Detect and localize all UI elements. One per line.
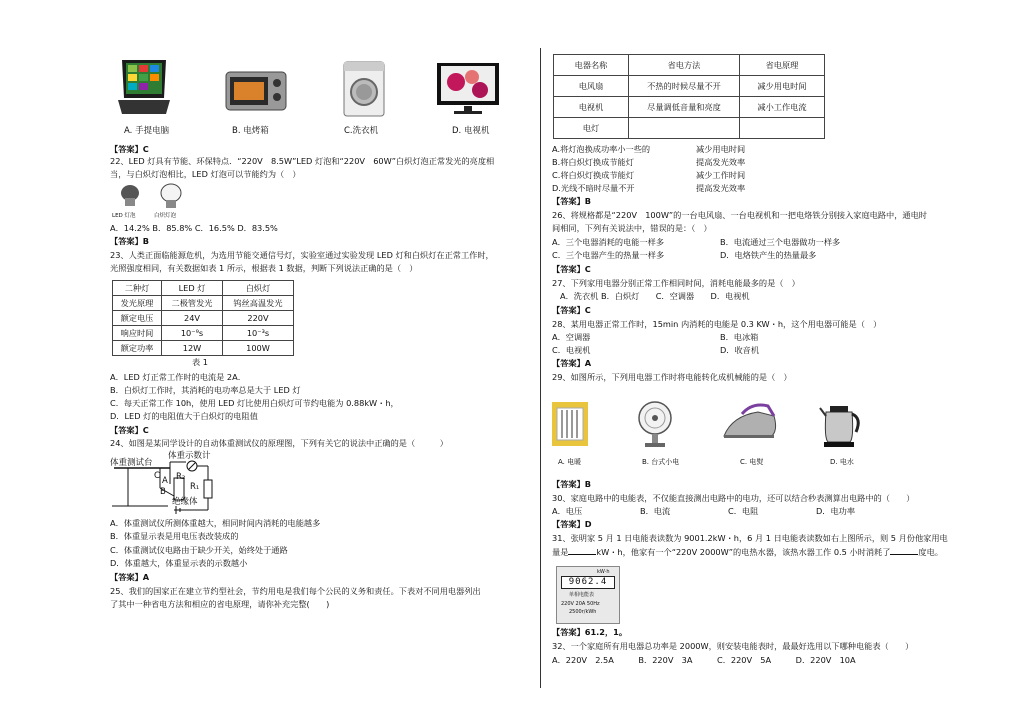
q25-option-b: B.将白炽灯换成节能灯: [552, 157, 634, 167]
table-cell: [740, 118, 825, 139]
caption-oven: B. 电烤箱: [232, 126, 269, 136]
table-1-header-cell: 二种灯: [113, 281, 162, 296]
column-divider: [540, 48, 541, 688]
answer-31: 【答案】61.2，1。: [552, 627, 628, 637]
question-23-option-a: A．LED 灯正常工作时的电流是 2A．: [110, 372, 246, 382]
washer-image: [342, 60, 386, 118]
pic29-caption-d: D. 电水: [830, 458, 854, 466]
bulb-led-label: LED 灯泡: [112, 213, 136, 219]
fig24-label-insulator: 绝缘体: [172, 497, 198, 507]
question-29: 29、如图所示，下列用电器工作时将电能转化成机械能的是（ ）: [552, 372, 792, 382]
answer-29: 【答案】B: [552, 479, 591, 489]
table-row: [554, 118, 825, 139]
q25-option-d: D.光线不暗时尽量不开: [552, 183, 635, 193]
question-28-option-c: C．电视机: [552, 345, 591, 355]
q25-option-a: A.将灯泡换成功率小一些的: [552, 144, 651, 154]
question-26-option-a: A．三个电器消耗的电能一样多: [552, 237, 665, 247]
q31-blank-2[interactable]: [890, 546, 918, 555]
caption-tv: D. 电视机: [452, 126, 490, 136]
fan-image: [636, 400, 674, 450]
caption-laptop: A. 手提电脑: [124, 126, 170, 136]
table-cell: 220V: [223, 311, 294, 326]
answer-22: 【答案】B: [110, 236, 149, 246]
table-row: [554, 97, 825, 118]
table-row: [113, 326, 294, 341]
question-30: 30、家庭电路中的电能表，不仅能直接测出电路中的电功，还可以结合秒表测算出电路中的（ ）: [552, 493, 915, 503]
laptop-image: [118, 58, 170, 118]
table-2-header-cell: 省电方法: [629, 55, 740, 76]
fig24-label-a: A: [162, 476, 168, 486]
question-28-option-d: D．收音机: [720, 345, 760, 355]
q31-blank-1[interactable]: [568, 546, 596, 555]
question-24-option-d: D．体重越大，体重显示表的示数越小: [110, 558, 248, 568]
q31-text-2: kW・h，他家有一个“220V 2000W”的电热水器，该热水器工作 0.5 小时消耗了: [596, 547, 891, 557]
table-cell: 减少用电时间: [740, 76, 825, 97]
q25-option-d-principle: 提高发光效率: [696, 183, 746, 193]
question-23-option-c: C．每天正常工作 10h，使用 LED 灯比使用白炽灯可节约电能为 0.88kW・h，: [110, 398, 399, 408]
q25-option-b-principle: 提高发光效率: [696, 157, 746, 167]
table-1-header-cell: LED 灯: [162, 281, 223, 296]
table-cell: 10⁻⁹s: [162, 326, 223, 341]
fig24-label-r1: R₁: [190, 482, 200, 492]
table-cell: [629, 118, 740, 139]
question-24-option-b: B．体重显示表是用电压表改装成的: [110, 531, 239, 541]
q31-text-1: 量是: [552, 547, 569, 557]
table-row: [113, 311, 294, 326]
table-cell: 不热的时候尽量不开: [629, 76, 740, 97]
table-2-header-cell: 电器名称: [554, 55, 629, 76]
table-cell: 额定电压: [113, 311, 162, 326]
table-cell: 电灯: [554, 118, 629, 139]
table-cell: 24V: [162, 311, 223, 326]
meter-digits: 9062.4: [561, 576, 615, 589]
answer-28: 【答案】A: [552, 358, 592, 368]
question-23-option-b: B．白炽灯工作时，其消耗的电功率总是大于 LED 灯: [110, 385, 301, 395]
question-32: 32、一个家庭所有用电器总功率是 2000W，则安装电能表时，最最好选用以下哪种电能表（ ）: [552, 641, 914, 651]
question-24-option-c: C．体重测试仪电路由于缺少开关，始终处于通路: [110, 545, 288, 555]
question-22-line2: 当，与白炽灯泡相比，LED 灯泡可以节能约为（ ）: [110, 169, 301, 179]
table-2-header-cell: 省电原理: [740, 55, 825, 76]
caption-washer: C.洗衣机: [344, 126, 379, 136]
table-2-header: [554, 55, 825, 76]
meter-rev: 2500r/kWh: [569, 609, 597, 615]
question-24-option-a: A．体重测试仪所测体重越大，相同时间内消耗的电能越多: [110, 518, 321, 528]
table-cell: 二极管发光: [162, 296, 223, 311]
question-28-option-a: A．空调器: [552, 332, 591, 342]
fig24-label-c: C: [154, 471, 160, 481]
question-24-line1: 24、如图是某同学设计的自动体重测试仪的原理图，下列有关它的说法中正确的是（ ）: [110, 438, 448, 448]
question-22-options: A．14.2% B．85.8% C．16.5% D．83.5%: [110, 223, 278, 233]
table-cell: 10⁻³s: [223, 326, 294, 341]
table-row: [554, 76, 825, 97]
question-25-line2: 了其中一种省电方法和相应的省电原理，请你补充完整( ): [110, 599, 330, 609]
table-cell: 响应时间: [113, 326, 162, 341]
answer-27: 【答案】C: [552, 305, 591, 315]
table-1-caption: 表 1: [192, 357, 208, 367]
table-cell: 电视机: [554, 97, 629, 118]
question-30-option-c: C．电阻: [728, 506, 759, 516]
question-23-line2: 光照强度相同，有关数据如表 1 所示，根据表 1 数据，判断下列说法正确的是（ ）: [110, 263, 418, 273]
fig24-platform-label: 体重测试台: [110, 458, 153, 468]
question-26-line2: 间相同，下列有关说法中，错误的是：（ ）: [552, 223, 712, 233]
electric-meter-image: [556, 566, 620, 624]
table-1-header-cell: 白炽灯: [223, 281, 294, 296]
table-row: [113, 296, 294, 311]
answer-24: 【答案】A: [110, 572, 150, 582]
kettle-image: [818, 398, 862, 450]
pic29-caption-a: A. 电暖: [558, 458, 582, 466]
question-32-options: A．220V 2.5A B．220V 3A C．220V 5A D．220V 10A: [552, 655, 856, 665]
oven-image: [224, 70, 288, 114]
answer-25: 【答案】B: [552, 196, 591, 206]
answer-26: 【答案】C: [552, 264, 591, 274]
iron-image: [722, 402, 780, 442]
question-22-line1: 22、LED 灯具有节能、环保特点．“220V 8.5W”LED 灯泡和“220V 60W”白炽灯泡正常发光的亮度相: [110, 156, 495, 166]
table-cell: 尽量调低音量和亮度: [629, 97, 740, 118]
fig24-display-label: 体重示数计: [168, 451, 211, 461]
question-23-option-d: D．LED 灯的电阻值大于白炽灯的电阻值: [110, 411, 258, 421]
q31-text-3: 度电。: [918, 547, 943, 557]
tv-image: [436, 62, 500, 116]
table-cell: 发光原理: [113, 296, 162, 311]
question-30-option-d: D．电功率: [816, 506, 856, 516]
question-27-options: A．洗衣机 B．白炽灯 C．空调器 D．电视机: [560, 291, 750, 301]
question-31-line2: [552, 546, 943, 558]
question-30-option-b: B．电流: [640, 506, 671, 516]
question-26-option-d: D．电烙铁产生的热量最多: [720, 250, 817, 260]
table-1: [112, 280, 294, 356]
q25-option-a-principle: 减少用电时间: [696, 144, 746, 154]
question-28: 28、某用电器正常工作时，15min 内消耗的电能是 0.3 KW・h，这个用电器可能是（ ）: [552, 319, 882, 329]
q25-option-c-principle: 减少工作时间: [696, 170, 746, 180]
pic29-caption-b: B. 台式小电: [642, 458, 680, 466]
table-cell: 12W: [162, 341, 223, 356]
question-31-line1: 31、张明家 5 月 1 日电能表读数为 9001.2kW・h，6 月 1 日电能表读数如右上图所示，则 5 月份他家用电: [552, 533, 948, 543]
q25-option-c: C.将白炽灯换成节能灯: [552, 170, 635, 180]
heater-image: [552, 402, 588, 446]
question-23-line1: 23、人类正面临能源危机，为选用节能交通信号灯，实验室通过实验发现 LED 灯和白炽灯在正常工作时，: [110, 250, 494, 260]
question-26-line1: 26、将规格都是“220V 100W”的一台电风扇、一台电视机和一把电烙铁分别接入家庭电路中，通电时: [552, 210, 927, 220]
table-cell: 电风扇: [554, 76, 629, 97]
answer-23: 【答案】C: [110, 425, 149, 435]
meter-spec: 220V 20A 50Hz: [561, 601, 600, 607]
answer-21: 【答案】C: [110, 144, 149, 154]
question-26-option-c: C．三个电器产生的热量一样多: [552, 250, 665, 260]
question-28-option-b: B．电冰箱: [720, 332, 759, 342]
table-cell: 减小工作电流: [740, 97, 825, 118]
table-1-header: [113, 281, 294, 296]
table-row: [113, 341, 294, 356]
table-cell: 钨丝高温发光: [223, 296, 294, 311]
meter-unit: kW·h: [597, 569, 610, 575]
question-30-option-a: A．电压: [552, 506, 583, 516]
table-cell: 额定功率: [113, 341, 162, 356]
fig24-label-r2: R₂: [176, 472, 186, 482]
answer-30: 【答案】D: [552, 519, 592, 529]
bulb-incandescent-label: 白炽灯泡: [154, 213, 177, 219]
pic29-caption-c: C. 电熨: [740, 458, 764, 466]
meter-label: 单相电能表: [569, 592, 595, 598]
question-26-option-b: B．电流通过三个电器做功一样多: [720, 237, 841, 247]
table-2: [553, 54, 825, 139]
fig24-label-b: B: [160, 487, 166, 497]
question-25-line1: 25、我们的国家正在建立节约型社会，节约用电是我们每个公民的义务和责任。下表对不同用电器列出: [110, 586, 481, 596]
bulbs-image: [116, 182, 192, 214]
question-27: 27、下列家用电器分别正常工作相同时间，消耗电能最多的是（ ）: [552, 278, 800, 288]
table-cell: 100W: [223, 341, 294, 356]
